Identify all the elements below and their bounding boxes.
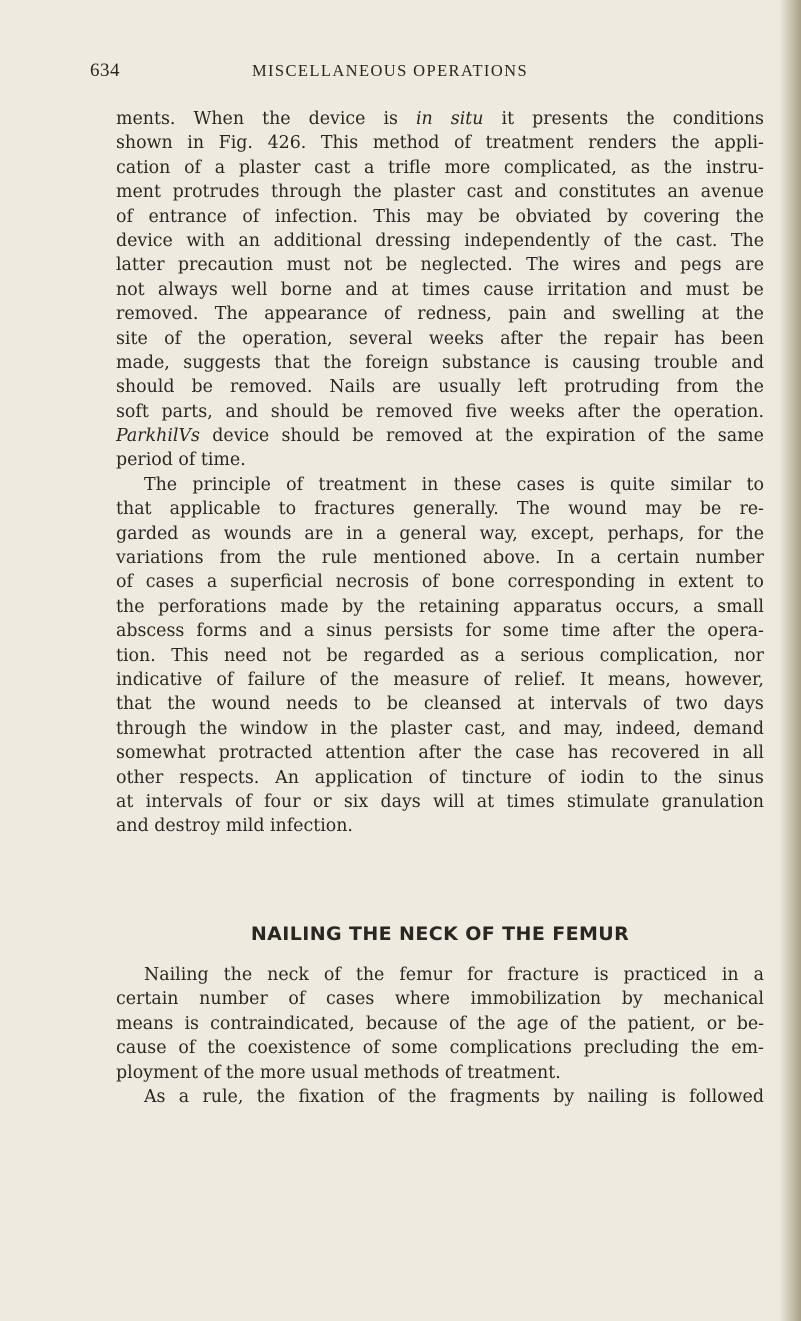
- page-header: [90, 60, 730, 90]
- text-line: that the wound needs to be cleansed at intervals of two days: [116, 694, 764, 715]
- body-text-upper: [116, 107, 764, 839]
- section-heading: NAILING THE NECK OF THE FEMUR: [250, 923, 630, 945]
- text-line: and destroy mild infection.: [116, 816, 353, 837]
- text-line: latter precaution must not be neglected. The wires and pegs are: [116, 255, 764, 276]
- text-line: tion. This need not be regarded as a serious complication, nor: [116, 645, 764, 666]
- text-line: means is contraindicated, because of the age of the patient, or be-: [116, 1013, 764, 1034]
- text-line: at intervals of four or six days will at times stimulate granulation: [116, 791, 764, 812]
- text-line: the perforations made by the retaining apparatus occurs, a small: [116, 596, 764, 617]
- text-line: certain number of cases where immobilization by mechanical: [116, 989, 764, 1010]
- text-line: removed. The appearance of redness, pain and swelling at the: [116, 304, 764, 325]
- text-line: garded as wounds are in a general way, except, perhaps, for the: [116, 523, 764, 544]
- text-line: through the window in the plaster cast, and may, indeed, demand: [116, 718, 764, 739]
- page-number: 634: [90, 60, 120, 81]
- text-line: of entrance of infection. This may be obviated by covering the: [116, 206, 764, 227]
- text-line: abscess forms and a sinus persists for some time after the opera-: [116, 621, 764, 642]
- text-line: shown in Fig. 426. This method of treatment renders the appli-: [116, 133, 764, 154]
- text-line: indicative of failure of the measure of relief. It means, however,: [116, 669, 764, 690]
- text-line: period of time.: [116, 450, 246, 471]
- text-line: ments. When the device is in situ it presents the conditions: [116, 109, 764, 129]
- text-line: ment protrudes through the plaster cast and constitutes an avenue: [116, 182, 764, 203]
- text-line: somewhat protracted attention after the case has recovered in all: [116, 743, 764, 764]
- text-line: variations from the rule mentioned above. In a certain number: [116, 548, 764, 569]
- text-line: other respects. An application of tincture of iodin to the sinus: [116, 767, 764, 788]
- text-line: that applicable to fractures generally. The wound may be re-: [116, 499, 764, 520]
- body-text-lower: [116, 963, 764, 1109]
- text-line: ParkhilVs device should be removed at the expiration of the same: [116, 426, 764, 447]
- page-edge-shadow: [779, 0, 801, 1321]
- text-line: As a rule, the fixation of the fragments by nailing is followed: [144, 1086, 764, 1107]
- text-line: The principle of treatment in these cases is quite similar to: [144, 474, 764, 495]
- text-line: ployment of the more usual methods of treatment.: [116, 1062, 561, 1083]
- text-line: cation of a plaster cast a trifle more complicated, as the instru-: [116, 157, 764, 178]
- text-line: site of the operation, several weeks after the repair has been: [116, 328, 764, 349]
- text-line: soft parts, and should be removed five weeks after the operation.: [116, 401, 764, 422]
- text-line: of cases a superficial necrosis of bone corresponding in extent to: [116, 572, 764, 593]
- text-line: not always well borne and at times cause irritation and must be: [116, 279, 764, 300]
- text-line: cause of the coexistence of some complications precluding the em-: [116, 1038, 764, 1059]
- running-head: MISCELLANEOUS OPERATIONS: [251, 61, 529, 80]
- text-line: Nailing the neck of the femur for fracture is practiced in a: [144, 965, 764, 985]
- text-line: made, suggests that the foreign substance is causing trouble and: [116, 352, 764, 373]
- text-line: should be removed. Nails are usually left protruding from the: [116, 377, 764, 398]
- text-line: device with an additional dressing independently of the cast. The: [116, 230, 764, 251]
